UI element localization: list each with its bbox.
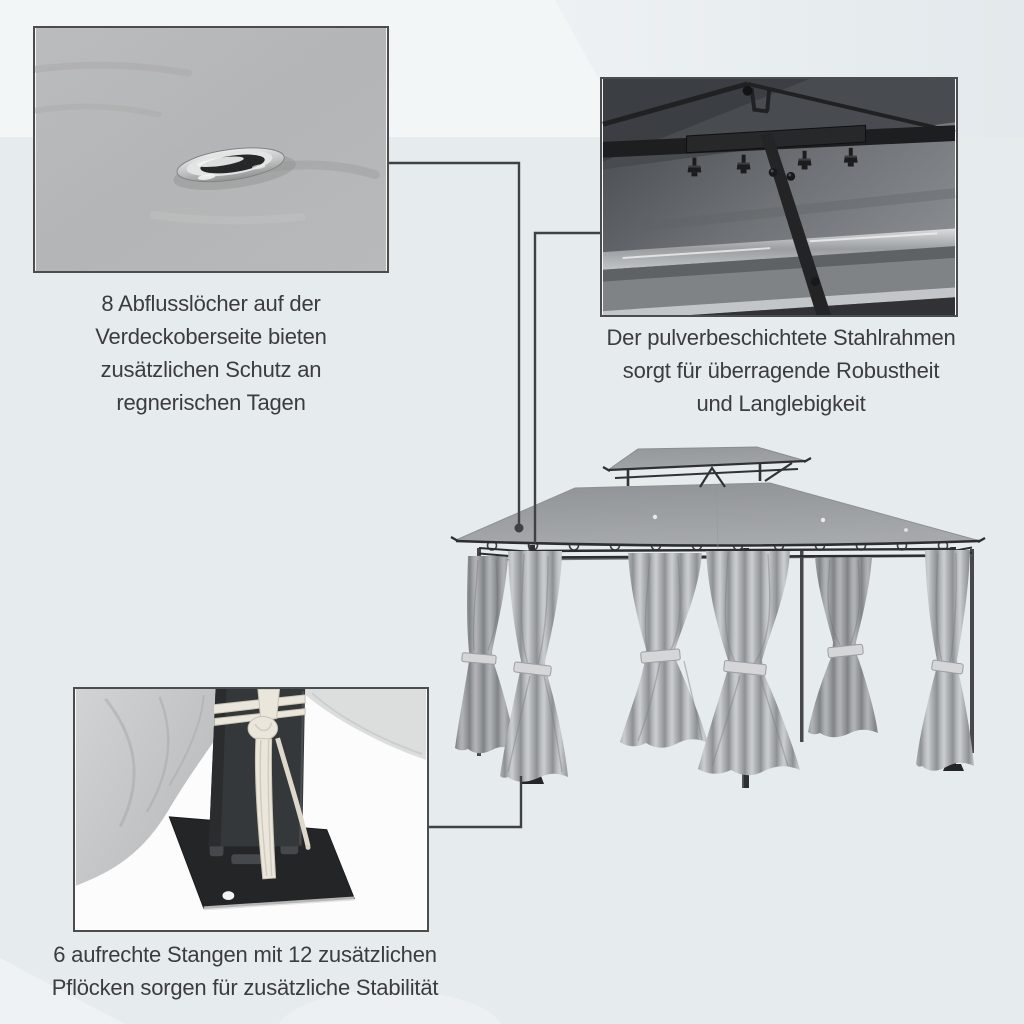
inset-steel-frame-photo xyxy=(600,77,958,317)
caption-line: Verdeckoberseite bieten xyxy=(95,324,327,349)
drain-hole-dot xyxy=(821,518,825,522)
caption-line: 6 aufrechte Stangen mit 12 zusätzlichen xyxy=(53,942,437,967)
caption-line: Pflöcken sorgen für zusätzliche Stabilität xyxy=(51,975,439,1000)
caption-line: und Langlebigkeit xyxy=(696,391,866,416)
caption-line: Der pulverbeschichtete Stahlrahmen xyxy=(606,325,956,350)
caption-line: regnerischen Tagen xyxy=(116,390,306,415)
anchor-hole xyxy=(222,891,234,900)
caption-line: sorgt für überragende Robustheit xyxy=(622,358,940,383)
connector-endpoint-dot xyxy=(515,524,524,533)
caption-drain-holes xyxy=(95,287,326,419)
drain-hole-dot xyxy=(904,528,908,532)
caption-line: zusätzlichen Schutz an xyxy=(100,357,322,382)
caption-steel-frame xyxy=(606,321,955,420)
inset-post-base-photo xyxy=(73,687,429,932)
caption-stability xyxy=(52,938,439,1004)
inset-drain-hole-photo xyxy=(33,26,389,273)
drain-hole-dot xyxy=(653,515,657,519)
caption-line: 8 Abflusslöcher auf der xyxy=(101,291,321,316)
